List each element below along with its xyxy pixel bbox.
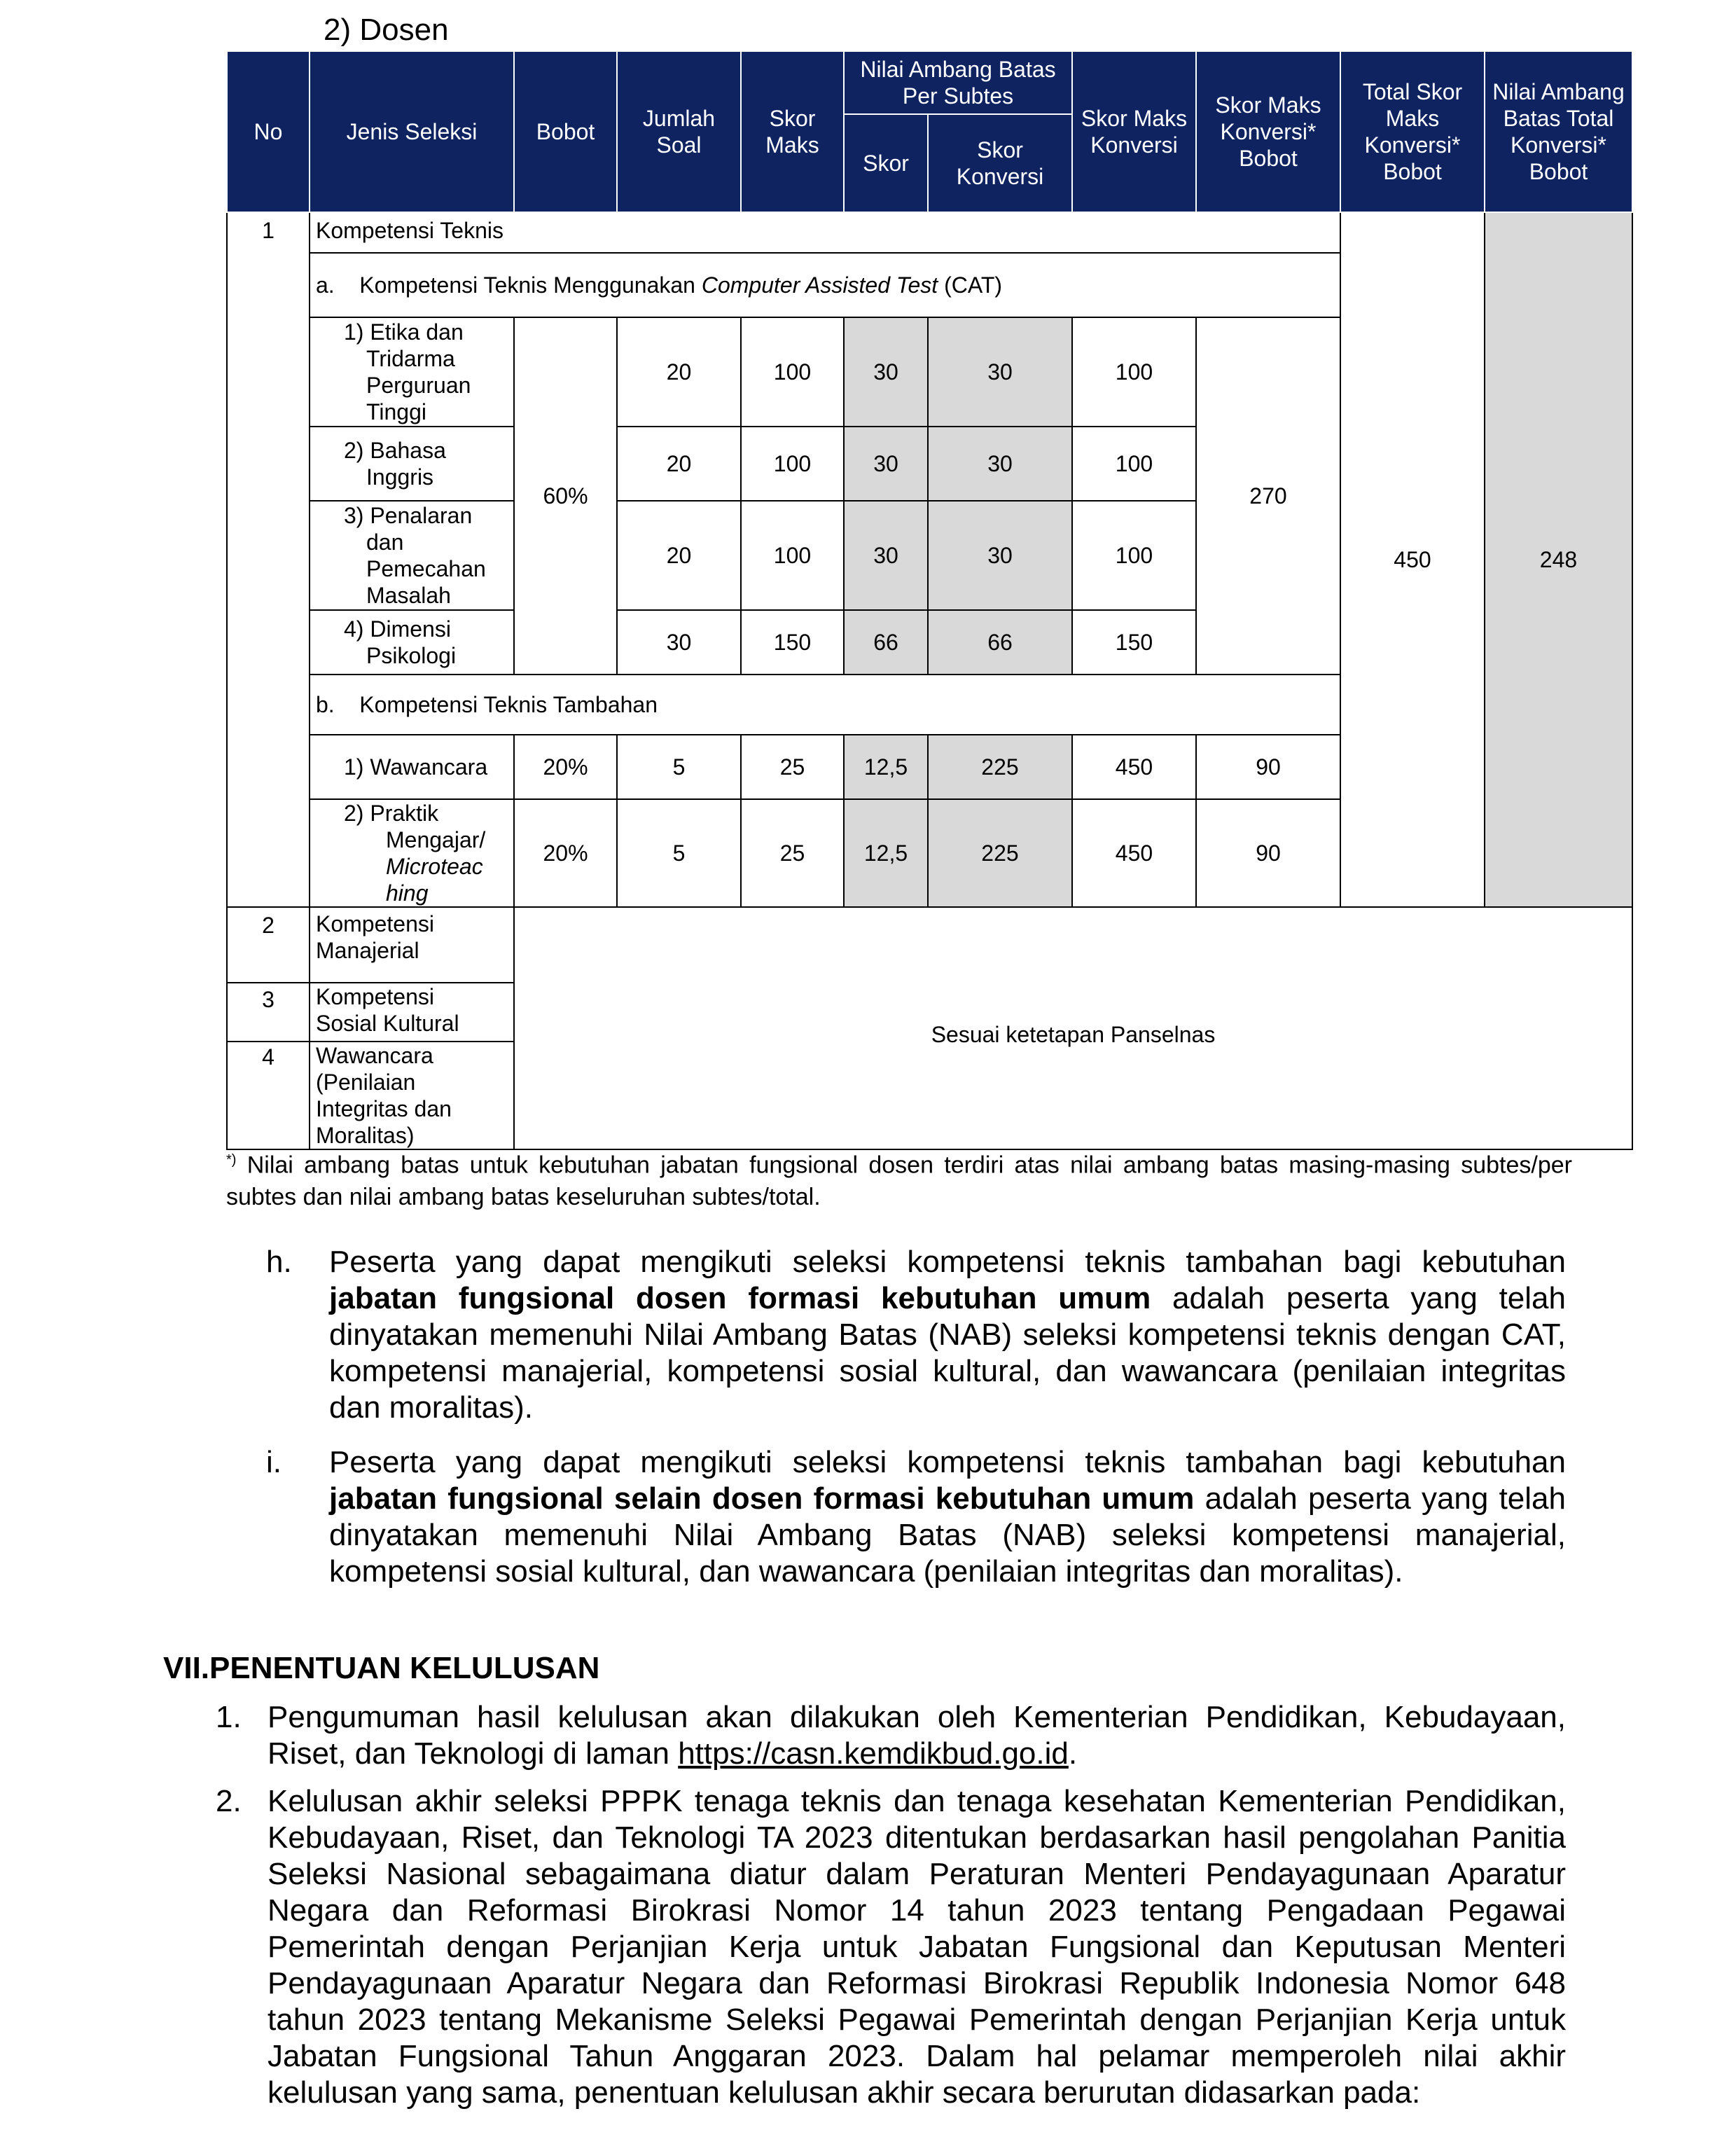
item-i-pre: Peserta yang dapat mengikuti seleksi kompetensi teknis tambahan bagi kebutuhan [329, 1445, 1566, 1479]
cat-row-2-skor: 30 [844, 427, 928, 501]
tambahan-row-1-bobot: 20% [514, 735, 617, 799]
cat-row-1-maks-konversi: 100 [1072, 317, 1196, 427]
tambahan-row-2-label [310, 799, 514, 907]
cat-row-3-label [310, 501, 514, 610]
row-4-l4: Moralitas) [316, 1123, 415, 1148]
row-no-4: 4 [227, 1042, 310, 1149]
selection-table [226, 50, 1633, 1150]
header-bobot: Bobot [514, 51, 617, 212]
tambahan-row-1-skor: 12,5 [844, 735, 928, 799]
item-i-bold: jabatan fungsional selain dosen formasi kebutuhan umum [329, 1481, 1195, 1516]
cat-row-2-jumlah: 20 [617, 427, 741, 501]
header-skor: Skor [844, 114, 928, 212]
sub-b-marker: b. [316, 692, 335, 717]
header-no: No [227, 51, 310, 212]
row-4-l2: (Penilaian [316, 1070, 416, 1095]
cat-sum: 270 [1196, 317, 1340, 675]
item-2-marker: 2. [216, 1784, 242, 1818]
item-h-pre: Peserta yang dapat mengikuti seleksi kompetensi teknis tambahan bagi kebutuhan [329, 1245, 1566, 1279]
item-h-marker: h. [266, 1245, 292, 1279]
sub-a-italic: Computer Assisted Test [701, 272, 938, 298]
tambahan-row-1-num: 1) [344, 754, 364, 780]
header-jumlah-soal: Jumlah Soal [617, 51, 741, 212]
sub-a-marker: a. [316, 272, 335, 298]
item-1-marker: 1. [216, 1700, 242, 1734]
tambahan-row-2-num: 2) [344, 801, 364, 826]
cat-row-3-konversi: 30 [928, 501, 1072, 610]
cat-row-4-skor: 66 [844, 610, 928, 675]
item-i-marker: i. [266, 1445, 282, 1479]
cat-row-3-l1: Penalaran [370, 503, 473, 528]
cat-row-3-l2: dan [366, 530, 404, 555]
footnote-text: Nilai ambang batas untuk kebutuhan jabatan fungsional dosen terdiri atas nilai ambang batas masing-masing subtes/per subtes dan nilai ambang batas keseluruhan subtes/total. [226, 1151, 1572, 1211]
cat-row-4-jumlah: 30 [617, 610, 741, 675]
nab-total-value: 248 [1485, 212, 1632, 907]
cat-row-2-konversi: 30 [928, 427, 1072, 501]
tambahan-row-1-l1: Wawancara [370, 754, 488, 780]
tambahan-row-2-l4: hing [386, 880, 429, 906]
cat-row-1-konversi: 30 [928, 317, 1072, 427]
cat-row-4-l2: Psikologi [366, 643, 457, 668]
item-h-bold: jabatan fungsional dosen formasi kebutuhan umum [329, 1281, 1151, 1315]
tambahan-row-2-maks-konversi: 450 [1072, 799, 1196, 907]
header-skor-maks-konversi: Skor Maks Konversi [1072, 51, 1196, 212]
cat-row-4-l1: Dimensi [370, 616, 451, 642]
cat-row-3-skor: 30 [844, 501, 928, 610]
cat-row-2-num: 2) [344, 438, 364, 463]
header-skor-konversi: Skor Konversi [928, 114, 1072, 212]
cat-row-1-label [310, 317, 514, 427]
cat-row-1-l3: Perguruan [366, 373, 471, 398]
row-2-l1: Kompetensi [316, 911, 434, 936]
cat-row-2-l1: Bahasa [370, 438, 446, 463]
row-label-wawancara [310, 1042, 514, 1149]
cat-row-2-label [310, 427, 514, 501]
row-3-l2: Sosial Kultural [316, 1011, 459, 1036]
row-no-3: 3 [227, 983, 310, 1042]
header-jenis-seleksi: Jenis Seleksi [310, 51, 514, 212]
row-4-l1: Wawancara [316, 1043, 433, 1068]
row-label-kompetensi-teknis: Kompetensi Teknis [310, 212, 1340, 253]
item-i-post: adalah peserta yang telah dinyatakan memenuhi Nilai Ambang Batas (NAB) seleksi kompetensi manajerial, kompetensi sosial kultural, dan wawancara (penilaian integritas dan moralitas). [329, 1481, 1566, 1589]
panselnas-cell: Sesuai ketetapan Panselnas [514, 907, 1632, 1149]
total-skor-value: 450 [1340, 212, 1485, 907]
section-7-heading [163, 1651, 599, 1686]
item-i-paragraph [329, 1444, 1566, 1590]
header-skor-maks: Skor Maks [741, 51, 844, 212]
cat-row-3-l3: Pemecahan [366, 556, 486, 581]
tambahan-row-2-skor-maks: 25 [741, 799, 844, 907]
tambahan-row-1-maks-bobot: 90 [1196, 735, 1340, 799]
row-label-manajerial [310, 907, 514, 983]
cat-row-3-jumlah: 20 [617, 501, 741, 610]
cat-row-2-maks-konversi: 100 [1072, 427, 1196, 501]
header-skor-maks-konversi-bobot: Skor Maks Konversi* Bobot [1196, 51, 1340, 212]
footnote-mark: *) [226, 1152, 237, 1168]
cat-row-1-num: 1) [344, 319, 364, 345]
header-nab-total: Nilai Ambang Batas Total Konversi* Bobot [1485, 51, 1632, 212]
sub-b-label [310, 675, 1340, 735]
casn-link[interactable]: https://casn.kemdikbud.go.id [678, 1736, 1069, 1771]
header-nab-per-subtes: Nilai Ambang Batas Per Subtes [844, 51, 1072, 114]
section-7-number: VII. [163, 1651, 210, 1685]
row-no-1: 1 [227, 212, 310, 907]
sub-b-text: Kompetensi Teknis Tambahan [359, 692, 658, 717]
cat-row-3-l4: Masalah [366, 583, 451, 608]
item-1-post: . [1068, 1736, 1078, 1771]
row-3-l1: Kompetensi [316, 984, 434, 1009]
row-2-l2: Manajerial [316, 938, 419, 963]
item-1-pre: Pengumuman hasil kelulusan akan dilakukan oleh Kementerian Pendidikan, Kebudayaan, Riset, dan Teknologi di laman [268, 1700, 1566, 1771]
cat-row-4-konversi: 66 [928, 610, 1072, 675]
tambahan-row-2-konversi: 225 [928, 799, 1072, 907]
tambahan-row-2-maks-bobot: 90 [1196, 799, 1340, 907]
cat-row-3-skor-maks: 100 [741, 501, 844, 610]
sub-a-label [310, 253, 1340, 317]
tambahan-row-1-konversi: 225 [928, 735, 1072, 799]
tambahan-row-2-l3: Microteac [386, 854, 483, 879]
cat-row-4-num: 4) [344, 616, 364, 642]
tambahan-row-2-l1: Praktik [370, 801, 439, 826]
tambahan-row-1-maks-konversi: 450 [1072, 735, 1196, 799]
tambahan-row-1-jumlah: 5 [617, 735, 741, 799]
item-h-paragraph [329, 1244, 1566, 1426]
tambahan-row-2-l2: Mengajar/ [386, 827, 486, 852]
table-footnote [226, 1144, 1572, 1213]
row-4-l3: Integritas dan [316, 1096, 452, 1121]
tambahan-row-2-skor: 12,5 [844, 799, 928, 907]
section-title: 2) Dosen [324, 13, 449, 47]
cat-row-4-skor-maks: 150 [741, 610, 844, 675]
cat-row-1-l1: Etika dan [370, 319, 464, 345]
row-no-2: 2 [227, 907, 310, 983]
cat-row-1-l4: Tinggi [366, 399, 426, 424]
cat-row-1-skor: 30 [844, 317, 928, 427]
cat-row-2-l2: Inggris [366, 464, 434, 490]
tambahan-row-2-bobot: 20% [514, 799, 617, 907]
cat-row-4-label [310, 610, 514, 675]
item-2-paragraph: Kelulusan akhir seleksi PPPK tenaga teknis dan tenaga kesehatan Kementerian Pendidikan, Kebudayaan, Riset, dan Teknologi TA 2023 ditentukan berdasarkan hasil pengolahan Panitia Seleksi Nasional sebagaimana diatur dalam Peraturan Menteri Pendayagunaan Aparatur Negara dan Reformasi Birokrasi Nomor 14 tahun 2023 tentang Pengadaan Pegawai Pemerintah dengan Perjanjian Kerja untuk Jabatan Fungsional dan Keputusan Menteri Pendayagunaan Aparatur Negara dan Reformasi Birokrasi Republik Indonesia Nomor 648 tahun 2023 tentang Mekanisme Seleksi Pegawai Pemerintah dengan Perjanjian Kerja untuk Jabatan Fungsional Tahun Anggaran 2023. Dalam hal pelamar memperoleh nilai akhir kelulusan yang sama, penentuan kelulusan akhir secara berurutan didasarkan pada: [268, 1784, 1566, 2110]
item-h-post: adalah peserta yang telah dinyatakan memenuhi Nilai Ambang Batas (NAB) seleksi kompetensi teknis dengan CAT, kompetensi manajerial, kompetensi sosial kultural, dan wawancara (penilaian integritas dan moralitas). [329, 1281, 1566, 1425]
cat-row-2-skor-maks: 100 [741, 427, 844, 501]
tambahan-row-1-label [310, 735, 514, 799]
row-label-sosial-kultural [310, 983, 514, 1042]
header-total-skor: Total Skor Maks Konversi* Bobot [1340, 51, 1485, 212]
cat-row-1-jumlah: 20 [617, 317, 741, 427]
item-1-paragraph [268, 1699, 1566, 1772]
cat-row-1-l2: Tridarma [366, 346, 455, 371]
cat-row-3-maks-konversi: 100 [1072, 501, 1196, 610]
sub-a-text: Kompetensi Teknis Menggunakan [359, 272, 702, 298]
tambahan-row-2-jumlah: 5 [617, 799, 741, 907]
cat-bobot: 60% [514, 317, 617, 675]
section-7-title: PENENTUAN KELULUSAN [209, 1651, 600, 1685]
cat-row-3-num: 3) [344, 503, 364, 528]
cat-row-1-skor-maks: 100 [741, 317, 844, 427]
tambahan-row-1-skor-maks: 25 [741, 735, 844, 799]
sub-a-post: (CAT) [938, 272, 1003, 298]
cat-row-4-maks-konversi: 150 [1072, 610, 1196, 675]
